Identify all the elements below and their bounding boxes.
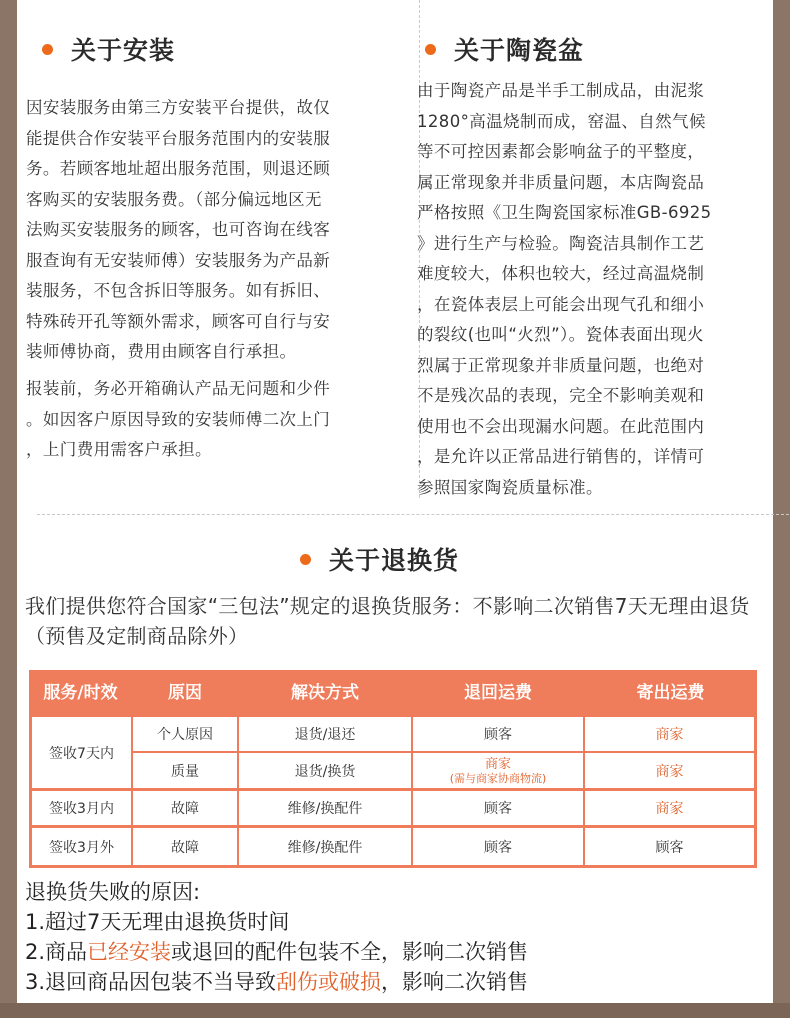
table-cell-reason: 故障 (133, 791, 237, 825)
failure-item-3 (25, 967, 528, 997)
failure-reasons (25, 877, 528, 997)
returns-table (29, 670, 757, 868)
bottom-band (0, 1003, 790, 1018)
table-cell-solution: 维修/换配件 (239, 791, 411, 825)
table-cell-solution: 退货/退还 (239, 717, 411, 751)
install-paragraph-2: 报装前，务必开箱确认产品无问题和少件 。如因客户原因导致的安装师傅二次上门 ，上门费用需客户承担。 (26, 379, 331, 459)
failure-item-2 (25, 937, 528, 967)
table-cell-send-fee: 商家 (585, 753, 754, 788)
table-cell-reason: 质量 (133, 753, 237, 788)
install-heading (42, 31, 175, 67)
failure-item-2-highlight: 已经安装 (87, 940, 172, 964)
table-cell-send-fee: 商家 (585, 791, 754, 825)
ceramic-paragraph: 由于陶瓷产品是半手工制成品，由泥浆 1280°高温烧制而成，窑温、自然气候 等不可控因素都会影响盆子的平整度， 属正常现象并非质量问题，本店陶瓷品 严格按照《卫生陶瓷国家标准GB-6925 》进行生产与检验。陶瓷洁具制作工艺 难度较大，体积也较大，经过高温烧制 ，在瓷体表层上可能会出现气孔和细小 的裂纹(也叫“火烈”）。瓷体表面出现火 烈属于正常现象并非质量问题，也绝对 不是残次品的表现，完全不影响美观和 使用也不会出现漏水问题。在此范围内 ，是允许以正常品进行销售的，详情可 参照国家陶瓷质量标准。 (417, 81, 712, 497)
failure-item-3-post: ，影响二次销售 (381, 970, 529, 994)
table-cell-period-7days: 签收7天内 (32, 717, 131, 788)
failure-title: 退换货失败的原因: (25, 880, 201, 904)
ceramic-heading (425, 31, 584, 67)
table-cell-send-fee: 商家 (585, 717, 754, 751)
table-cell-solution: 维修/换配件 (239, 828, 411, 865)
return-fee-value: 商家 (484, 756, 511, 772)
failure-item-1: 1.超过7天无理由退换货时间 (25, 910, 290, 934)
table-cell-reason: 故障 (133, 828, 237, 865)
table-cell-solution: 退货/换货 (239, 753, 411, 788)
failure-item-3-highlight: 刮伤或破损 (276, 970, 382, 994)
returns-title: 关于退换货 (329, 546, 460, 575)
table-cell-period: 签收3月内 (32, 791, 131, 825)
failure-item-3-pre: 3.退回商品因包装不当导致 (25, 970, 277, 994)
table-cell-reason: 个人原因 (133, 717, 237, 751)
bullet-dot-icon (42, 44, 53, 55)
table-cell-return-fee: 顾客 (413, 791, 583, 825)
table-cell-return-fee: 顾客 (413, 717, 583, 751)
ceramic-title: 关于陶瓷盆 (454, 36, 585, 65)
returns-heading (300, 541, 459, 577)
failure-item-2-post: 或退回的配件包装不全，影响二次销售 (171, 940, 529, 964)
table-header-reason: 原因 (168, 683, 202, 703)
bullet-dot-icon (300, 554, 311, 565)
install-title: 关于安装 (71, 36, 176, 65)
returns-intro: 我们提供您符合国家“三包法”规定的退换货服务：不影响二次销售7天无理由退货（预售及定制商品除外） (25, 594, 750, 648)
table-header-solution: 解决方式 (291, 683, 359, 703)
table-cell-period: 签收3月外 (32, 828, 131, 865)
table-cell-return-fee (413, 753, 583, 788)
table-cell-return-fee: 顾客 (413, 828, 583, 865)
horizontal-divider (37, 514, 789, 515)
table-header-period: 服务/时效 (43, 683, 118, 703)
install-paragraph-1: 因安装服务由第三方安装平台提供，故仅 能提供合作安装平台服务范围内的安装服 务。若顾客地址超出服务范围，则退还顾 客购买的安装服务费。（部分偏远地区无 法购买安装服务的顾客，也可咨询在线客 服查询有无安装师傅）安装服务为产品新 装服务，不包含拆旧等服务。如有拆旧、 特殊砖开孔等额外需求，顾客可自行与安 装师傅协商，费用由顾客自行承担。 (26, 98, 331, 361)
failure-item-2-pre: 2.商品 (25, 940, 88, 964)
table-header-send-fee: 寄出运费 (636, 683, 705, 703)
return-fee-note: (需与商家协商物流) (449, 771, 547, 785)
table-header-return-fee: 退回运费 (464, 683, 532, 703)
bullet-dot-icon (425, 44, 436, 55)
table-cell-send-fee: 顾客 (585, 828, 754, 865)
